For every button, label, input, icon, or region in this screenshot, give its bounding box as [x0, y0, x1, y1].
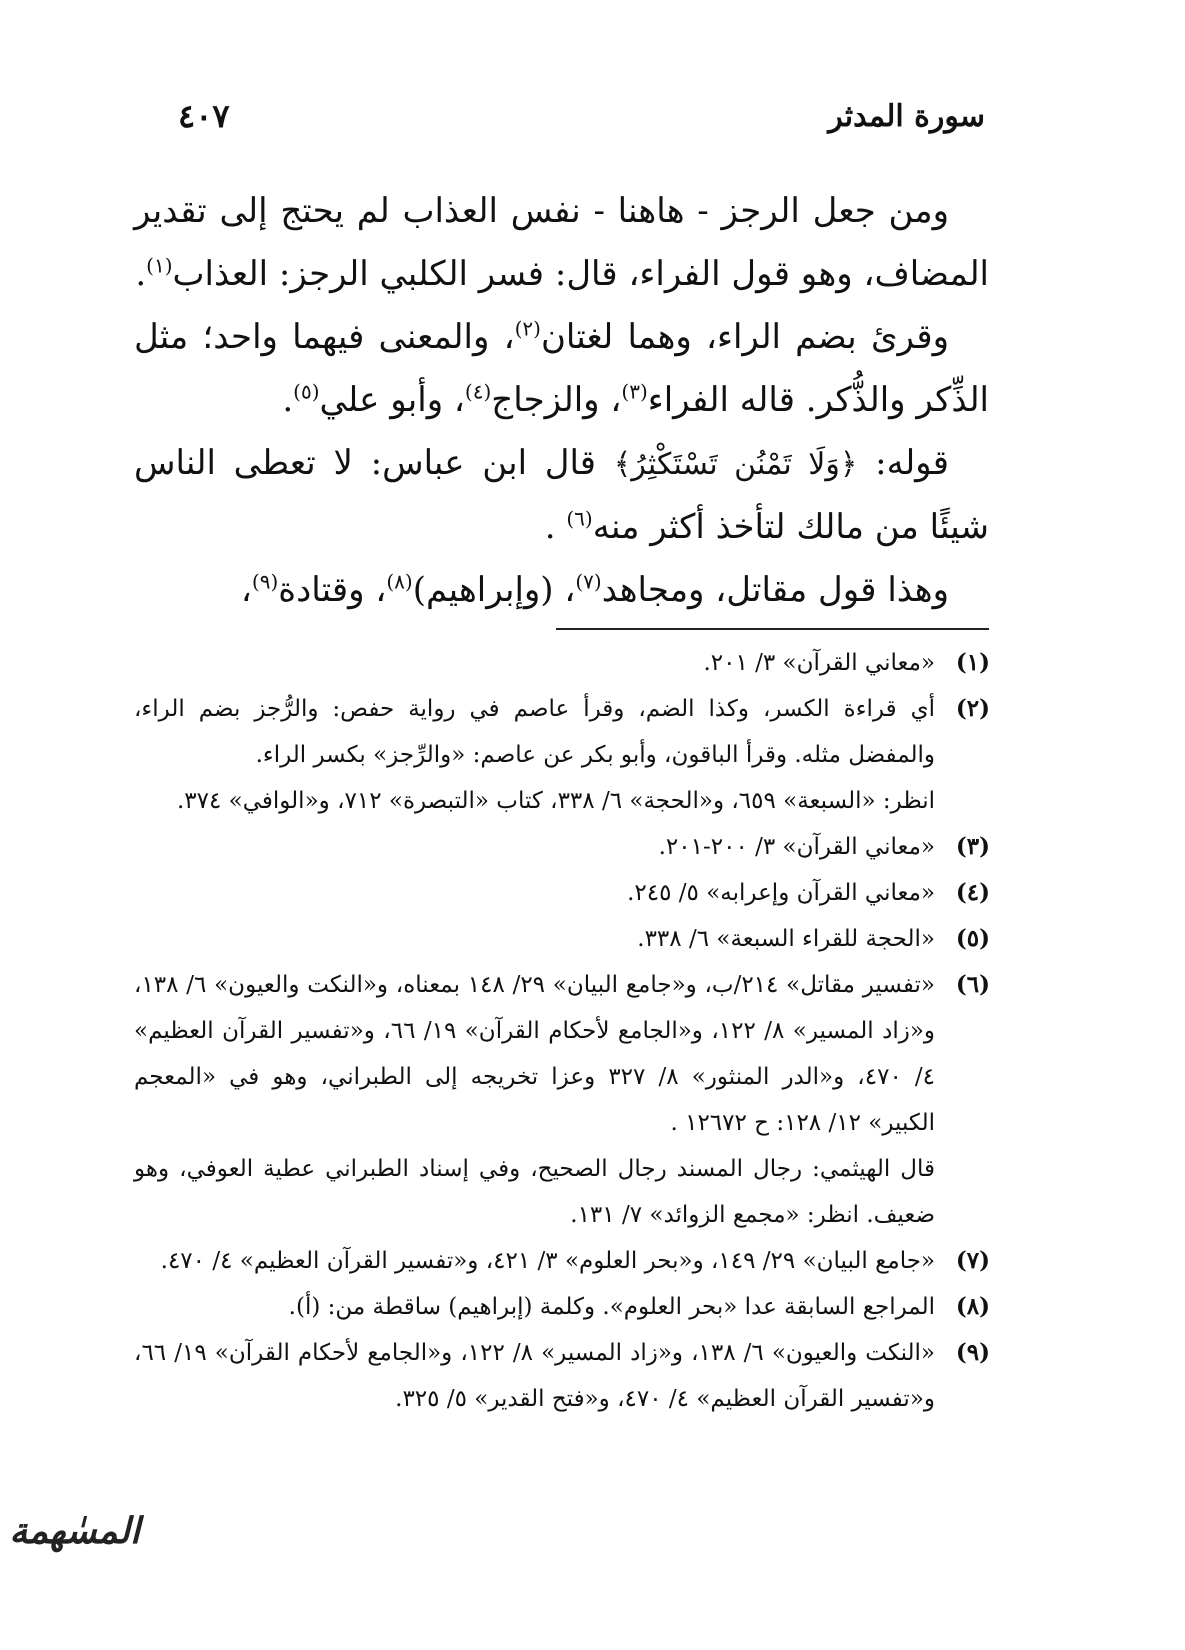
- footnote-line: «النكت والعيون» ٦/ ١٣٨، و«زاد المسير» ٨/ ١٢٢، و«الجامع لأحكام القرآن» ١٩/ ٦٦، و«تفسير القرآن العظيم» ٤/ ٤٧٠، و«فتح القدير» ٥/ ٣٢٥.: [134, 1340, 935, 1412]
- text-run: ، والمعنى فيهما واحد؛ مثل الذِّكر والذُّكر. قاله الفراء: [134, 317, 989, 420]
- footnote-ref-2[interactable]: (٢): [514, 316, 541, 341]
- page-number: ٤٠٧: [178, 97, 230, 135]
- footnote-line: انظر: «السبعة» ٦٥٩، و«الحجة» ٦/ ٣٣٨، كتاب «التبصرة» ٧١٢، و«الوافي» ٣٧٤.: [176, 788, 935, 814]
- footnote-line: «الحجة للقراء السبعة» ٦/ ٣٣٨.: [637, 926, 935, 952]
- footnote-body: [134, 870, 935, 916]
- text-run: .: [544, 507, 567, 547]
- footnote-ref-1[interactable]: (١): [146, 253, 173, 278]
- text-run: .: [135, 254, 147, 294]
- main-text: [134, 180, 989, 622]
- paragraph-4: [134, 559, 989, 622]
- footnote-number: (٤): [955, 879, 990, 906]
- footnote-5: [134, 916, 990, 962]
- footnotes: [134, 640, 990, 1422]
- footnote-separator: [556, 628, 989, 630]
- footnote-ref-8[interactable]: (٨): [386, 569, 413, 594]
- footnote-ref-3[interactable]: (٣): [621, 379, 648, 404]
- footnote-line: قال الهيثمي: رجال المسند رجال الصحيح، وفي إسناد الطبراني عطية العوفي، وهو ضعيف. انظر: «مجمع الزوائد» ٧/ ١٣١.: [134, 1156, 935, 1228]
- footnote-body: [134, 686, 935, 824]
- footnote-2: [134, 686, 990, 824]
- footnote-line: «تفسير مقاتل» ٢١٤/ب، و«جامع البيان» ٢٩/ ١٤٨ بمعناه، و«النكت والعيون» ٦/ ١٣٨، و«زاد المسير» ٨/ ١٢٢، و«الجامع لأحكام القرآن» ١٩/ ٦٦، و«تفسير القرآن العظيم» ٤/ ٤٧٠، و«الدر المنثور» ٨/ ٣٢٧ وعزا تخريجه إلى الطبراني، وهو في «المعجم الكبير» ١٢/ ١٢٨: ح ١٢٦٧٢ .: [134, 972, 936, 1136]
- quran-verse: ﴿وَلَا تَمْنُن تَسْتَكْثِرُ﴾: [613, 447, 858, 482]
- footnote-6: [134, 962, 990, 1238]
- text-run: وهذا قول مقاتل، ومجاهد: [601, 570, 949, 610]
- footnote-ref-5[interactable]: (٥): [293, 379, 320, 404]
- text-run: ، وقتادة: [278, 570, 387, 610]
- footnote-number: (٩): [955, 1339, 990, 1366]
- text-run: ، والزجاج: [491, 380, 622, 420]
- text-run: ، وأبو علي: [319, 380, 465, 420]
- footnote-line: «جامع البيان» ٢٩/ ١٤٩، و«بحر العلوم» ٣/ ٤٢١، و«تفسير القرآن العظيم» ٤/ ٤٧٠.: [160, 1248, 935, 1274]
- calligraphy-logo-icon: [10, 1510, 140, 1590]
- footnote-line: «معاني القرآن وإعرابه» ٥/ ٢٤٥.: [627, 880, 935, 906]
- text-run: ومن جعل الرجز - هاهنا - نفس العذاب لم يحتج إلى تقدير المضاف، وهو قول الفراء، قال: فسر الكلبي الرجز: العذاب: [134, 191, 989, 294]
- footnote-body: [134, 1284, 935, 1330]
- footnote-body: [134, 640, 935, 686]
- footnote-body: [134, 1330, 935, 1422]
- surah-title: سورة المدثر: [828, 98, 985, 134]
- footnote-1: [134, 640, 990, 686]
- footnote-line: «معاني القرآن» ٣/ ٢٠٠-٢٠١.: [658, 834, 935, 860]
- footnote-body: [134, 962, 935, 1238]
- text-run: قوله:: [857, 443, 950, 483]
- footnote-ref-4[interactable]: (٤): [464, 379, 492, 404]
- text-run: وقرئ بضم الراء، وهما لغتان: [540, 317, 949, 357]
- footnote-number: (٨): [955, 1293, 990, 1320]
- text-run: .: [282, 380, 294, 420]
- footnote-number: (١): [955, 649, 990, 676]
- text-run: ، (وإبراهيم): [412, 570, 576, 610]
- text-run: ،: [240, 570, 252, 610]
- text-run: قال ابن عباس: لا تعطى الناس شيئًا من مالك لتأخذ أكثر منه: [134, 443, 989, 547]
- footnote-line: «معاني القرآن» ٣/ ٢٠١.: [703, 650, 935, 676]
- footnote-number: (٥): [955, 925, 990, 952]
- logo-text: المسٰهمة: [9, 1510, 140, 1552]
- footnote-line: المراجع السابقة عدا «بحر العلوم». وكلمة (إبراهيم) ساقطة من: (أ).: [288, 1294, 935, 1320]
- footnote-number: (٦): [955, 971, 990, 998]
- footnote-body: [134, 1238, 935, 1284]
- footnote-body: [134, 916, 935, 962]
- footnote-number: (٢): [955, 695, 990, 722]
- page-header: [178, 92, 985, 140]
- paragraph-2: [134, 306, 989, 432]
- footnote-body: [134, 824, 935, 870]
- paragraph-1: [134, 180, 989, 306]
- footnote-line: أي قراءة الكسر، وكذا الضم، وقرأ عاصم في رواية حفص: والرُّجز بضم الراء، والمفضل مثله. وقرأ الباقون، وأبو بكر عن عاصم: «والرِّجز» بكسر الراء.: [134, 696, 935, 768]
- footnote-number: (٧): [955, 1247, 990, 1274]
- footnote-ref-7[interactable]: (٧): [575, 569, 602, 594]
- footnote-7: [134, 1238, 990, 1284]
- footnote-ref-6[interactable]: (٦): [566, 506, 593, 531]
- paragraph-3: [134, 432, 989, 559]
- footnote-number: (٣): [955, 833, 990, 860]
- footnote-3: [134, 824, 990, 870]
- footnote-9: [134, 1330, 990, 1422]
- footnote-4: [134, 870, 990, 916]
- footnote-8: [134, 1284, 990, 1330]
- footnote-ref-9[interactable]: (٩): [251, 569, 279, 594]
